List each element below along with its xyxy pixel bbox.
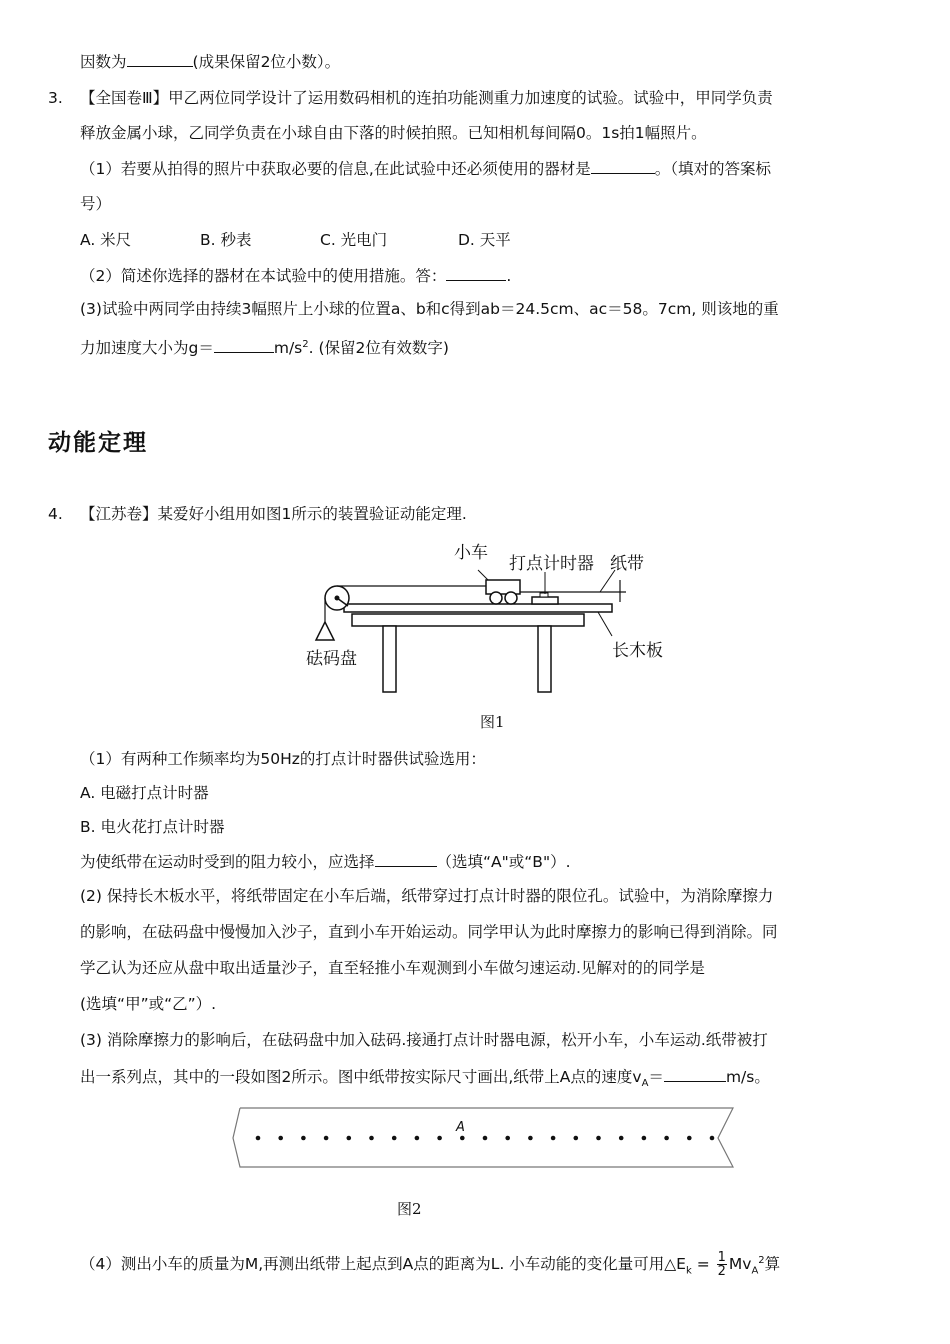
tape-dot [324, 1136, 329, 1141]
option-b: B. 秒表 [200, 231, 252, 249]
tape-dot [347, 1136, 352, 1141]
label-point-a: A [456, 1120, 465, 1135]
figure-1-apparatus [300, 536, 680, 701]
table-leg-right [538, 626, 551, 692]
question-3-number: 3. [48, 89, 63, 107]
answer-blank[interactable] [446, 264, 506, 281]
question-4-text: 【江苏卷】某爱好小组用如图1所示的装置验证动能定理. [80, 505, 467, 523]
unit: m/s [273, 339, 303, 358]
tape-dot [619, 1136, 624, 1141]
tape-dot [256, 1136, 261, 1141]
answer-blank[interactable] [591, 157, 655, 174]
text: 为使纸带在运动时受到的阻力较小，应选择 [80, 853, 375, 871]
q4-part1-option-b: B. 电火花打点计时器 [80, 818, 225, 836]
tape-dot [710, 1136, 715, 1141]
fraction [717, 1251, 727, 1278]
q4-part2-line4: (选填“甲”或“乙”）. [80, 995, 217, 1013]
label-pan: 砝码盘 [306, 649, 357, 669]
tape-dot [664, 1136, 669, 1141]
label-car: 小车 [454, 543, 488, 563]
tape-dot [551, 1136, 556, 1141]
text: ＝ [648, 1068, 664, 1086]
tape-dot [301, 1136, 306, 1141]
text: （1）若要从拍得的照片中获取必要的信息,在此试验中还必须使用的器材是 [80, 160, 591, 178]
q4-part1-choice [80, 850, 571, 873]
tape-dot [278, 1136, 283, 1141]
label-timer: 打点计时器 [509, 554, 594, 574]
text: （4）测出小车的质量为M,再测出纸带上起点到A点的距离为L. 小车动能的变化量可用△E [80, 1255, 686, 1274]
superscript: 2 [302, 339, 309, 350]
question-3-options [80, 229, 511, 251]
text: m/s。 [725, 1068, 770, 1086]
figure-1-caption: 图1 [480, 713, 505, 731]
question-4-number: 4. [48, 505, 63, 523]
section-heading: 动能定理 [48, 430, 148, 456]
option-d: D. 天平 [458, 231, 511, 249]
tape-dot [483, 1136, 488, 1141]
text: = [691, 1255, 715, 1274]
text: （选填“A"或“B"）. [436, 853, 571, 871]
q4-part2-line1: (2) 保持长木板水平，将纸带固定在小车后端，纸带穿过打点计时器的限位孔。试验中，为消除摩擦力 [80, 887, 774, 905]
tape-dot [574, 1136, 579, 1141]
text: . (保留2位有效数字) [308, 339, 449, 358]
superscript: 2 [758, 1255, 765, 1266]
table-leg-left [383, 626, 396, 692]
answer-line-0 [80, 50, 340, 73]
cart [486, 580, 520, 594]
subscript: k [685, 1265, 692, 1277]
q4-part2-line3: 学乙认为还应从盘中取出适量沙子，直至轻推小车观测到小车做匀速运动.见解对的的同学是 [80, 959, 705, 977]
text: 因数为 [80, 53, 127, 71]
q4-part1-option-a: A. 电磁打点计时器 [80, 784, 209, 802]
tape-dot [415, 1136, 420, 1141]
text: . [506, 267, 512, 285]
long-board [344, 604, 612, 612]
question-3-text-line2: 释放金属小球，乙同学负责在小球自由下落的时候拍照。已知相机每间隔0。1s拍1幅照片。 [80, 124, 707, 142]
text: 。（填对的答案标 [654, 160, 772, 178]
text: Mv [728, 1255, 752, 1274]
question-3-part1 [80, 157, 771, 180]
label-board: 长木板 [612, 641, 663, 661]
text: 算 [764, 1255, 781, 1274]
subscript: A [641, 1078, 649, 1090]
question-3-part3: (3)试验中两同学由持续3幅照片上小球的位置a、b和c得到ab＝24.5cm、ac＝58。7cm, 则该地的重 [80, 300, 779, 318]
q4-part4 [80, 1250, 780, 1282]
option-c: C. 光电门 [320, 231, 388, 249]
answer-blank[interactable] [214, 336, 274, 353]
q4-part1: （1）有两种工作频率均为50Hz的打点计时器供试验选用： [80, 750, 486, 768]
answer-blank[interactable] [664, 1065, 726, 1082]
text: （2）简述你选择的器材在本试验中的使用措施。答： [80, 267, 447, 285]
weight-pan [316, 622, 334, 640]
option-a: A. 米尺 [80, 231, 132, 249]
tape-dot [642, 1136, 647, 1141]
tape-dots [256, 1136, 715, 1141]
tape-dot [528, 1136, 533, 1141]
answer-blank[interactable] [375, 850, 437, 867]
numerator: 1 [717, 1250, 726, 1266]
q4-part2-line2: 的影响，在砝码盘中慢慢加入沙子，直到小车开始运动。同学甲认为此时摩擦力的影响已得到消除。同 [80, 923, 778, 941]
answer-blank[interactable] [127, 50, 193, 67]
label-tape: 纸带 [610, 554, 644, 574]
question-3-text: 【全国卷Ⅲ】甲乙两位同学设计了运用数码相机的连拍功能测重力加速度的试验。试验中，甲同学负责 [80, 89, 773, 107]
tape-dot [596, 1136, 601, 1141]
text: 出一系列点，其中的一段如图2所示。图中纸带按实际尺寸画出,纸带上A点的速度v [80, 1068, 642, 1086]
tape-dot [392, 1136, 397, 1141]
question-3-part3-cont [80, 334, 449, 359]
q4-part3-line2 [80, 1065, 770, 1095]
text: 力加速度大小为g＝ [80, 339, 214, 358]
question-3-part2 [80, 264, 511, 287]
tape-dot [437, 1136, 442, 1141]
tape-dot [369, 1136, 374, 1141]
tape-dot [460, 1136, 465, 1141]
table-top [352, 614, 584, 626]
denominator: 2 [717, 1264, 726, 1280]
subscript: A [751, 1265, 759, 1277]
tape-dot [505, 1136, 510, 1141]
ticker-timer [532, 597, 558, 604]
figure-2-paper-tape [228, 1105, 748, 1171]
text: (成果保留2位小数）。 [192, 53, 341, 71]
q4-part3-line1: (3) 消除摩擦力的影响后，在砝码盘中加入砝码.接通打点计时器电源，松开小车，小车运动.纸带被打 [80, 1031, 768, 1049]
question-3-part1-cont: 号） [80, 195, 112, 213]
tape-dot [687, 1136, 692, 1141]
figure-2-caption: 图2 [397, 1200, 422, 1218]
